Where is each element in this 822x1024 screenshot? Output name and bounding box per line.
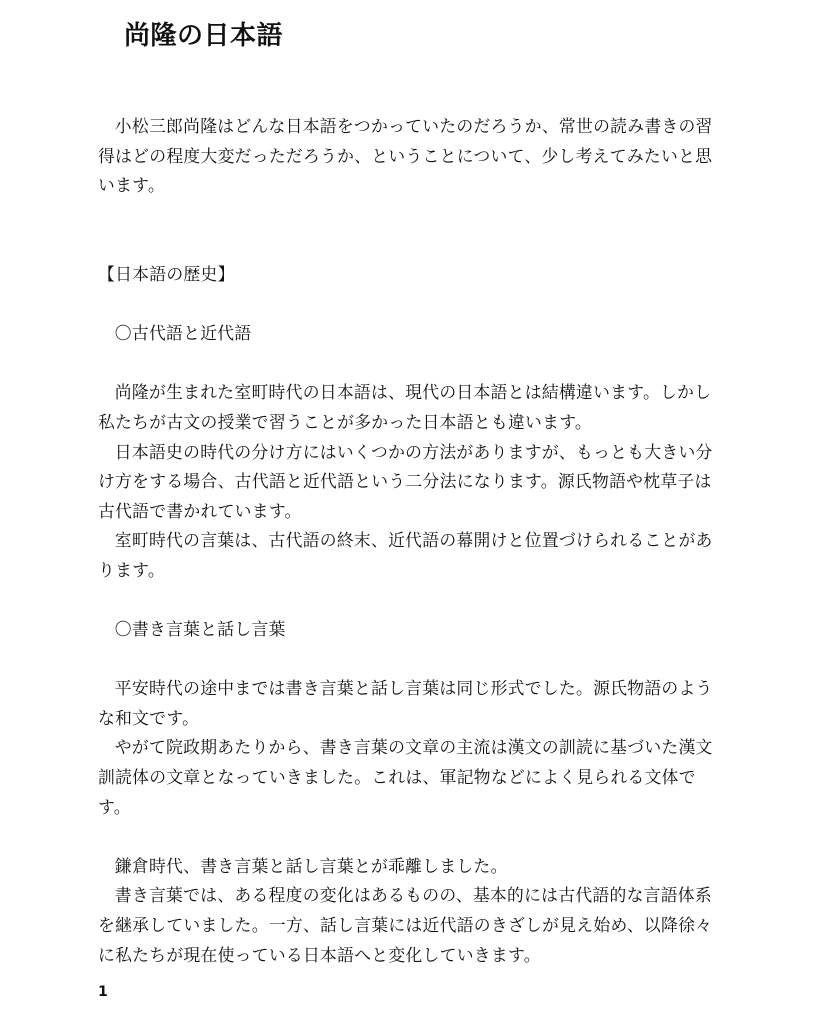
section-heading: 【日本語の歴史】: [98, 263, 235, 284]
body-paragraph: 書き言葉では、ある程度の変化はあるものの、基本的には古代語的な言語体系を継承していました。一方、話し言葉には近代語のきざしが見え始め、以降徐々に私たちが現在使っている日本語へと変化していきます。: [98, 885, 713, 965]
subsection-heading: 〇書き言葉と話し言葉: [114, 619, 286, 640]
spacer: [98, 349, 720, 379]
body-paragraph: 平安時代の途中までは書き言葉と話し言葉は同じ形式でした。源氏物語のような和文です。: [98, 678, 713, 728]
intro-paragraph: 小松三郎尚隆はどんな日本語をつかっていたのだろうか、常世の読み書きの習得はどの程度大変だっただろうか、ということについて、少し考えてみたいと思います。: [98, 116, 713, 196]
spacer: [98, 586, 720, 616]
spacer: [98, 201, 720, 260]
page-title: 尚隆の日本語: [124, 21, 284, 51]
document-body: [98, 112, 720, 970]
body-paragraph: 室町時代の言葉は、古代語の終末、近代語の幕開けと位置づけられることがあります。: [98, 530, 713, 580]
body-paragraph: やがて院政期あたりから、書き言葉の文章の主流は漢文の訓読に基づいた漢文訓読体の文章となっていきました。これは、軍記物などによく見られる文体です。: [98, 737, 713, 817]
spacer: [98, 290, 720, 320]
body-paragraph: 鎌倉時代、書き言葉と話し言葉とが乖離しました。: [114, 855, 508, 876]
body-paragraph: 日本語史の時代の分け方にはいくつかの方法がありますが、もっとも大きい分け方をする場合、古代語と近代語という二分法になります。源氏物語や枕草子は古代語で書かれています。: [98, 441, 713, 521]
subsection-heading: 〇古代語と近代語: [114, 323, 252, 344]
spacer: [98, 822, 720, 852]
spacer: [98, 645, 720, 675]
page-number: 1: [98, 984, 108, 1000]
body-paragraph: 尚隆が生まれた室町時代の日本語は、現代の日本語とは結構違います。しかし私たちが古文の授業で習うことが多かった日本語とも違います。: [98, 382, 712, 432]
